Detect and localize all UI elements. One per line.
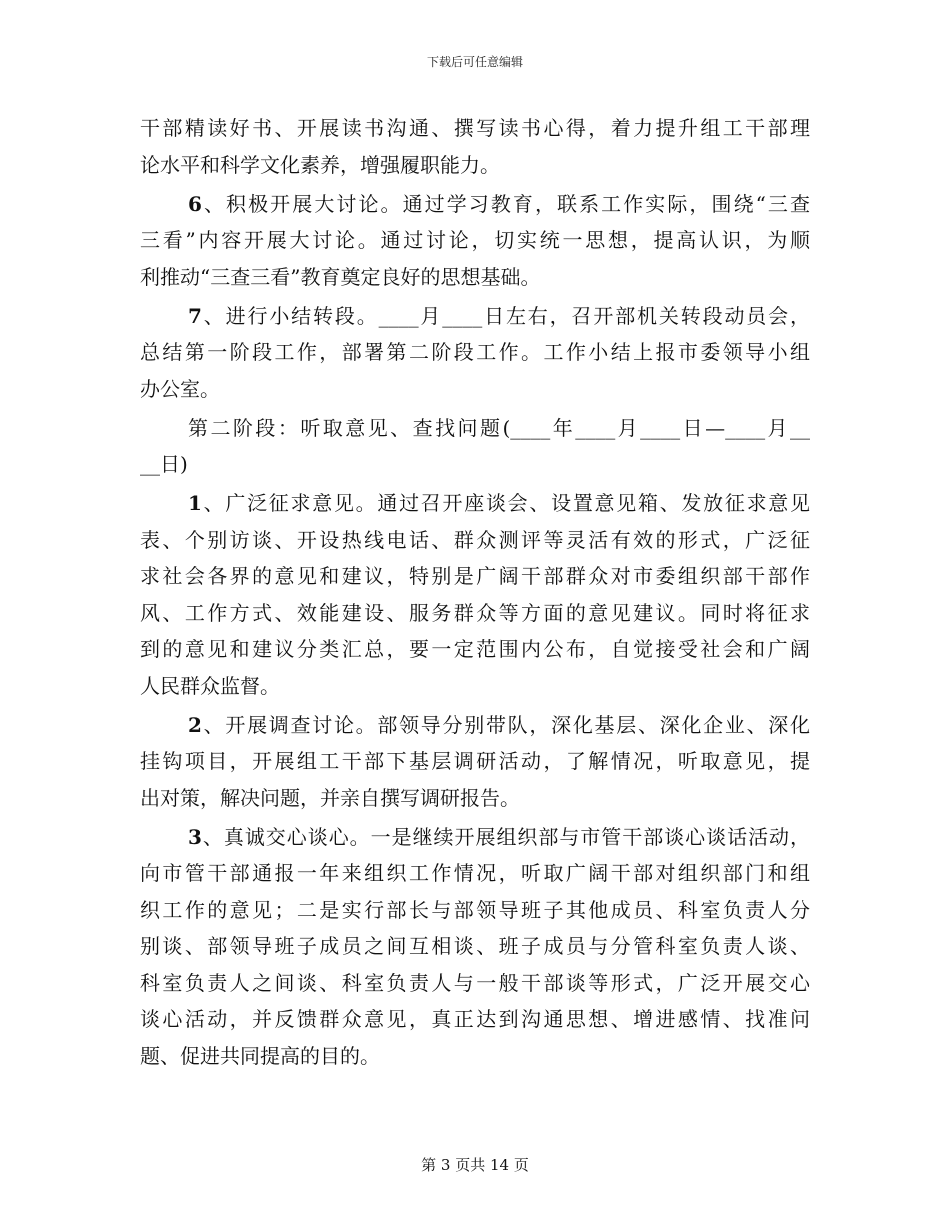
item-number: 1: [188, 491, 202, 515]
text-line: [140, 298, 810, 335]
text-line: 谈心活动，并反馈群众意见，真正达到沟通思想、增进感情、找准问: [140, 1007, 810, 1031]
text-line: 题、促进共同提高的目的。: [140, 1043, 380, 1068]
text-line: 表、个别访谈、开设热线电话、群众测评等灵活有效的形式，广泛征: [140, 527, 810, 552]
paragraph-item-3: [140, 819, 810, 1075]
text-line: 织工作的意见；二是实行部长与部领导班子其他成员、科室负责人分: [140, 897, 810, 922]
text-line: [140, 186, 810, 223]
text-line: [140, 707, 810, 744]
item-heading-text: 、真诚交心谈心。一是继续开展组织部与市管干部谈心谈话活动，: [201, 824, 810, 849]
text-line: 别谈、部领导班子成员之间互相谈、班子成员与分管科室负责人谈、: [140, 934, 810, 958]
item-heading-text: 、积极开展大讨论。通过学习教育，联系工作实际，围绕“三查: [201, 191, 810, 216]
text-line: __日): [140, 452, 188, 476]
text-line: 风、工作方式、效能建设、服务群众等方面的意见建议。同时将征求: [140, 600, 810, 625]
item-heading-text: 、开展调查讨论。部领导分别带队，深化基层、深化企业、深化: [201, 712, 810, 737]
page-header-note: 下载后可任意编辑: [426, 55, 523, 69]
text-line: 求社会各界的意见和建议，特别是广阔干部群众对市委组织部干部作: [140, 564, 810, 588]
text-line: [140, 819, 810, 856]
document-body: [140, 110, 810, 1074]
text-line: 挂钩项目，开展组工干部下基层调研活动，了解情况，听取意见，提: [140, 749, 810, 773]
paragraph-item-6: [140, 186, 810, 296]
paragraph-stage-two: [140, 410, 810, 483]
item-number: 7: [188, 303, 202, 328]
text-line: 论水平和科学文化素养，增强履职能力。: [140, 152, 500, 177]
text-line: [140, 485, 810, 522]
item-number: 6: [188, 191, 202, 216]
text-line: 利推动“三查三看”教育奠定良好的思想基础。: [140, 264, 541, 289]
text-line: 总结第一阶段工作，部署第二阶段工作。工作小结上报市委领导小组: [140, 340, 810, 364]
text-line: 出对策，解决问题，并亲自撰写调研报告。: [140, 785, 520, 810]
text-line: 干部精读好书、开展读书沟通、撰写读书心得，着力提升组工干部理: [140, 116, 810, 140]
page-number: 第 3 页共 14 页: [421, 1156, 529, 1174]
item-heading-text: 、广泛征求意见。通过召开座谈会、设置意见箱、发放征求意见: [201, 491, 810, 515]
text-line: 办公室。: [140, 376, 220, 401]
item-number: 2: [188, 712, 202, 737]
text-line: 三看”内容开展大讨论。通过讨论，切实统一思想，提高认识，为顺: [140, 228, 810, 252]
text-line: 人民群众监督。: [140, 673, 280, 698]
paragraph-item-1: [140, 485, 810, 704]
text-line: 科室负责人之间谈、科室负责人与一般干部谈等形式，广泛开展交心: [140, 970, 810, 995]
stage-heading-line: 第二阶段：听取意见、查找问题(____年____月____日—____月__: [188, 415, 810, 440]
paragraph-item-7: [140, 298, 810, 408]
text-line: 到的意见和建议分类汇总，要一定范围内公布，自觉接受社会和广阔: [140, 637, 810, 661]
paragraph-item-2: [140, 707, 810, 817]
item-heading-text: 、进行小结转段。____月____日左右，召开部机关转段动员会，: [201, 303, 810, 328]
text-line: 向市管干部通报一年来组织工作情况，听取广阔干部对组织部门和组: [140, 861, 810, 885]
paragraph-reading: [140, 110, 810, 183]
item-number: 3: [188, 824, 202, 849]
